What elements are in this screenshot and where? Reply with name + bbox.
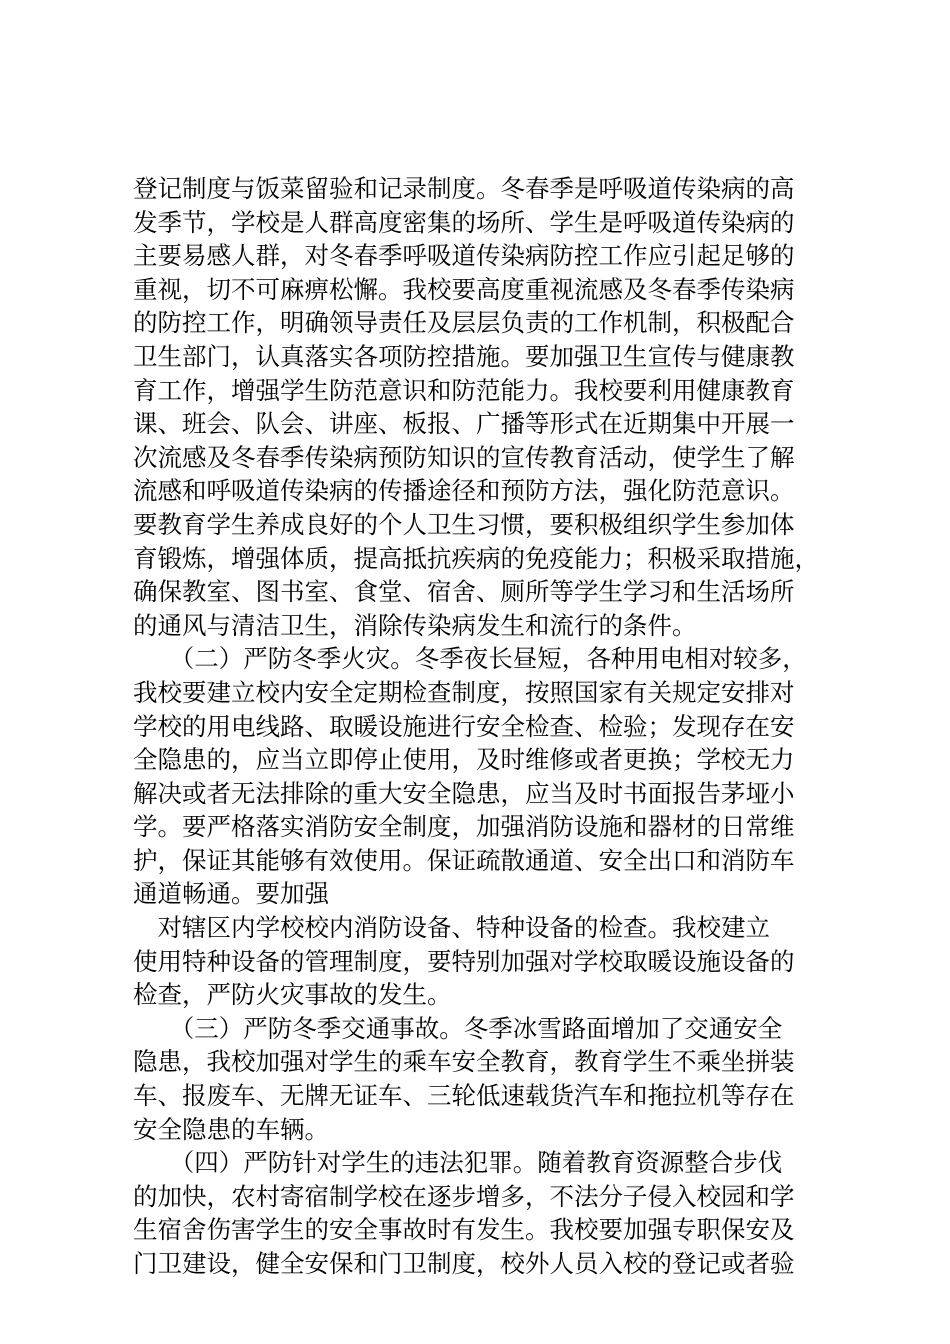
text-line: 要教育学生养成良好的个人卫生习惯，要积极组织学生参加体 <box>133 509 795 539</box>
text-line: 学校的用电线路、取暖设施进行安全检查、检验；发现存在安 <box>133 711 795 741</box>
body-text <box>133 172 833 1281</box>
text-line: 登记制度与饭菜留验和记录制度。冬春季是呼吸道传染病的高 <box>133 174 795 203</box>
text-line: 的防控工作，明确领导责任及层层负责的工作机制，积极配合 <box>133 308 795 338</box>
text-line: 主要易感人群，对冬春季呼吸道传染病防控工作应引起足够的 <box>133 241 795 271</box>
text-line: 解决或者无法排除的重大安全隐患，应当及时书面报告茅垭小 <box>133 778 795 808</box>
text-line: 对辖区内学校校内消防设备、特种设备的检查。我校建立 <box>133 913 770 943</box>
text-line: 发季节，学校是人群高度密集的场所、学生是呼吸道传染病的 <box>133 207 795 237</box>
text-line: 生宿舍伤害学生的安全事故时有发生。我校要加强专职保安及 <box>133 1215 795 1245</box>
text-line: 育锻炼，增强体质，提高抵抗疾病的免疫能力；积极采取措施， <box>133 543 819 573</box>
text-line: 通道畅通。要加强 <box>133 879 329 909</box>
text-line: 卫生部门，认真落实各项防控措施。要加强卫生宣传与健康教 <box>133 341 795 371</box>
text-line: 流感和呼吸道传染病的传播途径和预防方法，强化防范意识。 <box>133 476 795 506</box>
text-line: 我校要建立校内安全定期检查制度，按照国家有关规定安排对 <box>133 677 795 707</box>
text-line: 检查，严防火灾事故的发生。 <box>133 980 452 1010</box>
text-line: 隐患，我校加强对学生的乘车安全教育，教育学生不乘坐拼装 <box>133 1047 795 1077</box>
text-line: 重视，切不可麻痹松懈。我校要高度重视流感及冬春季传染病 <box>133 274 795 304</box>
text-line: 门卫建设，健全安保和门卫制度，校外人员入校的登记或者验 <box>133 1249 795 1278</box>
section-heading-line: （四）严防针对学生的违法犯罪。随着教育资源整合步伐 <box>133 1148 783 1178</box>
text-line: 学。要严格落实消防安全制度，加强消防设施和器材的日常维 <box>133 812 795 842</box>
text-line: 全隐患的，应当立即停止使用，及时维修或者更换；学校无力 <box>133 745 795 775</box>
text-line: 护，保证其能够有效使用。保证疏散通道、安全出口和消防车 <box>133 845 795 875</box>
text-line: 的通风与清洁卫生，消除传染病发生和流行的条件。 <box>133 610 697 640</box>
text-line: 车、报废车、无牌无证车、三轮低速载货汽车和拖拉机等存在 <box>133 1081 795 1111</box>
text-line: 育工作，增强学生防范意识和防范能力。我校要利用健康教育 <box>133 375 795 405</box>
section-heading-line: （三）严防冬季交通事故。冬季冰雪路面增加了交通安全 <box>133 1013 783 1043</box>
text-line: 的加快，农村寄宿制学校在逐步增多，不法分子侵入校园和学 <box>133 1181 795 1211</box>
section-heading-line: （二）严防冬季火灾。冬季夜长昼短，各种用电相对较多， <box>133 644 807 674</box>
text-line: 确保教室、图书室、食堂、宿舍、厕所等学生学习和生活场所 <box>133 577 795 607</box>
text-line: 课、班会、队会、讲座、板报、广播等形式在近期集中开展一 <box>133 409 795 439</box>
text-line: 安全隐患的车辆。 <box>133 1114 329 1144</box>
text-line: 次流感及冬春季传染病预防知识的宣传教育活动，使学生了解 <box>133 442 795 472</box>
text-line: 使用特种设备的管理制度，要特别加强对学校取暖设施设备的 <box>133 946 795 976</box>
